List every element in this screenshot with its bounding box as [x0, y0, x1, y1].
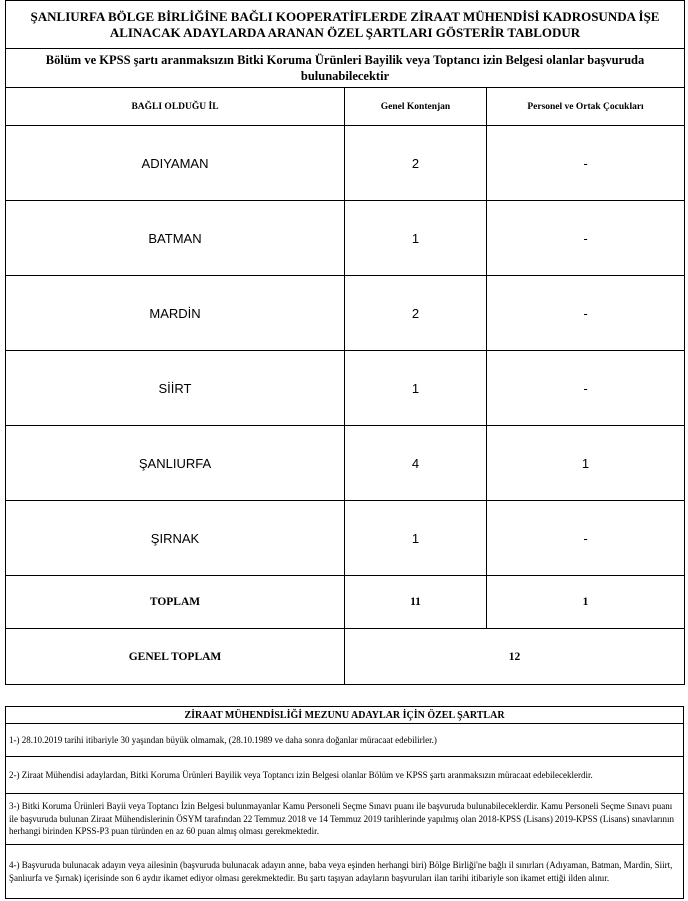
table-title: ŞANLIURFA BÖLGE BİRLİĞİNE BAĞLI KOOPERATİFLERDE ZİRAAT MÜHENDİSİ KADROSUNDA İŞE ALINACAK ADAYLARDA ARANAN ÖZEL ŞARTLARI GÖSTERİR TABLODUR [6, 1, 685, 49]
table-row [6, 426, 685, 501]
province-cell: ADIYAMAN [6, 126, 345, 201]
column-header-general-quota: Genel Kontenjan [345, 88, 487, 126]
condition-item: 2-) Ziraat Mühendisi adaylardan, Bitki Koruma Ürünleri Bayilik veya Toptancı izin Belgesi olanlar Bölüm ve KPSS şartı aranmaksızın müracaat edebileceklerdir. [6, 757, 684, 794]
table-row [6, 126, 685, 201]
table-row [6, 351, 685, 426]
special-conditions-table [5, 706, 684, 899]
condition-item: 4-) Başvuruda bulunacak adayın veya ailesinin (başvuruda bulunacak adayın anne, baba veya eşinden herhangi biri) Bölge Birliği'ne bağlı il sınırları (Adıyaman, Batman, Mardin, Siirt, Şanlıurfa ve Şırnak) içerisinde son 6 aydır ikamet ediyor olması gerekmektedir. Bu şartı taşıyan adayların başvuruları ilan tarihi itibariyle son ikamet ettiği ilden alınır. [6, 845, 684, 899]
condition-item: 1-) 28.10.2019 tarihi itibariyle 30 yaşından büyük olmamak, (28.10.1989 ve daha sonra doğanlar müracaat edebilirler.) [6, 724, 684, 757]
staff-quota-cell: - [487, 276, 685, 351]
total-general: 11 [345, 576, 487, 629]
general-quota-cell: 2 [345, 126, 487, 201]
staff-quota-cell: 1 [487, 426, 685, 501]
province-cell: ŞIRNAK [6, 501, 345, 576]
quota-table [5, 0, 685, 685]
general-quota-cell: 2 [345, 276, 487, 351]
grand-total-label: GENEL TOPLAM [6, 629, 345, 685]
conditions-title: ZİRAAT MÜHENDİSLİĞİ MEZUNU ADAYLAR İÇİN ÖZEL ŞARTLAR [6, 707, 684, 724]
staff-quota-cell: - [487, 126, 685, 201]
province-cell: MARDİN [6, 276, 345, 351]
grand-total-value: 12 [345, 629, 685, 685]
province-cell: SİİRT [6, 351, 345, 426]
staff-quota-cell: - [487, 201, 685, 276]
total-label: TOPLAM [6, 576, 345, 629]
total-staff: 1 [487, 576, 685, 629]
condition-item: 3-) Bitki Koruma Ürünleri Bayii veya Toptancı İzin Belgesi bulunmayanlar Kamu Personeli Seçme Sınavı puanı ile başvuruda bulunabileceklerdir. Kamu Personeli Seçme Sınavı puanı ile başvuruda bulunan Ziraat Mühendislerinin ÖSYM tarafından 22 Temmuz 2018 ve 14 Temmuz 2019 tarihlerinde yapılmış olan 2018-KPSS (Lisans) 2019-KPSS (Lisans) sınavlarının herhangi birinden KPSS-P3 puan türünden en az 60 puan almış olması gerekmektedir. [6, 794, 684, 845]
staff-quota-cell: - [487, 351, 685, 426]
table-row [6, 201, 685, 276]
table-row [6, 501, 685, 576]
province-cell: ŞANLIURFA [6, 426, 345, 501]
table-subtitle: Bölüm ve KPSS şartı aranmaksızın Bitki Koruma Ürünleri Bayilik veya Toptancı izin Belgesi olanlar başvuruda bulunabilecektir [6, 49, 685, 88]
grand-total-row [6, 629, 685, 685]
total-row [6, 576, 685, 629]
general-quota-cell: 1 [345, 201, 487, 276]
column-header-province: BAĞLI OLDUĞU İL [6, 88, 345, 126]
general-quota-cell: 1 [345, 351, 487, 426]
general-quota-cell: 1 [345, 501, 487, 576]
staff-quota-cell: - [487, 501, 685, 576]
table-row [6, 276, 685, 351]
column-header-staff-children: Personel ve Ortak Çocukları [487, 88, 685, 126]
general-quota-cell: 4 [345, 426, 487, 501]
province-cell: BATMAN [6, 201, 345, 276]
